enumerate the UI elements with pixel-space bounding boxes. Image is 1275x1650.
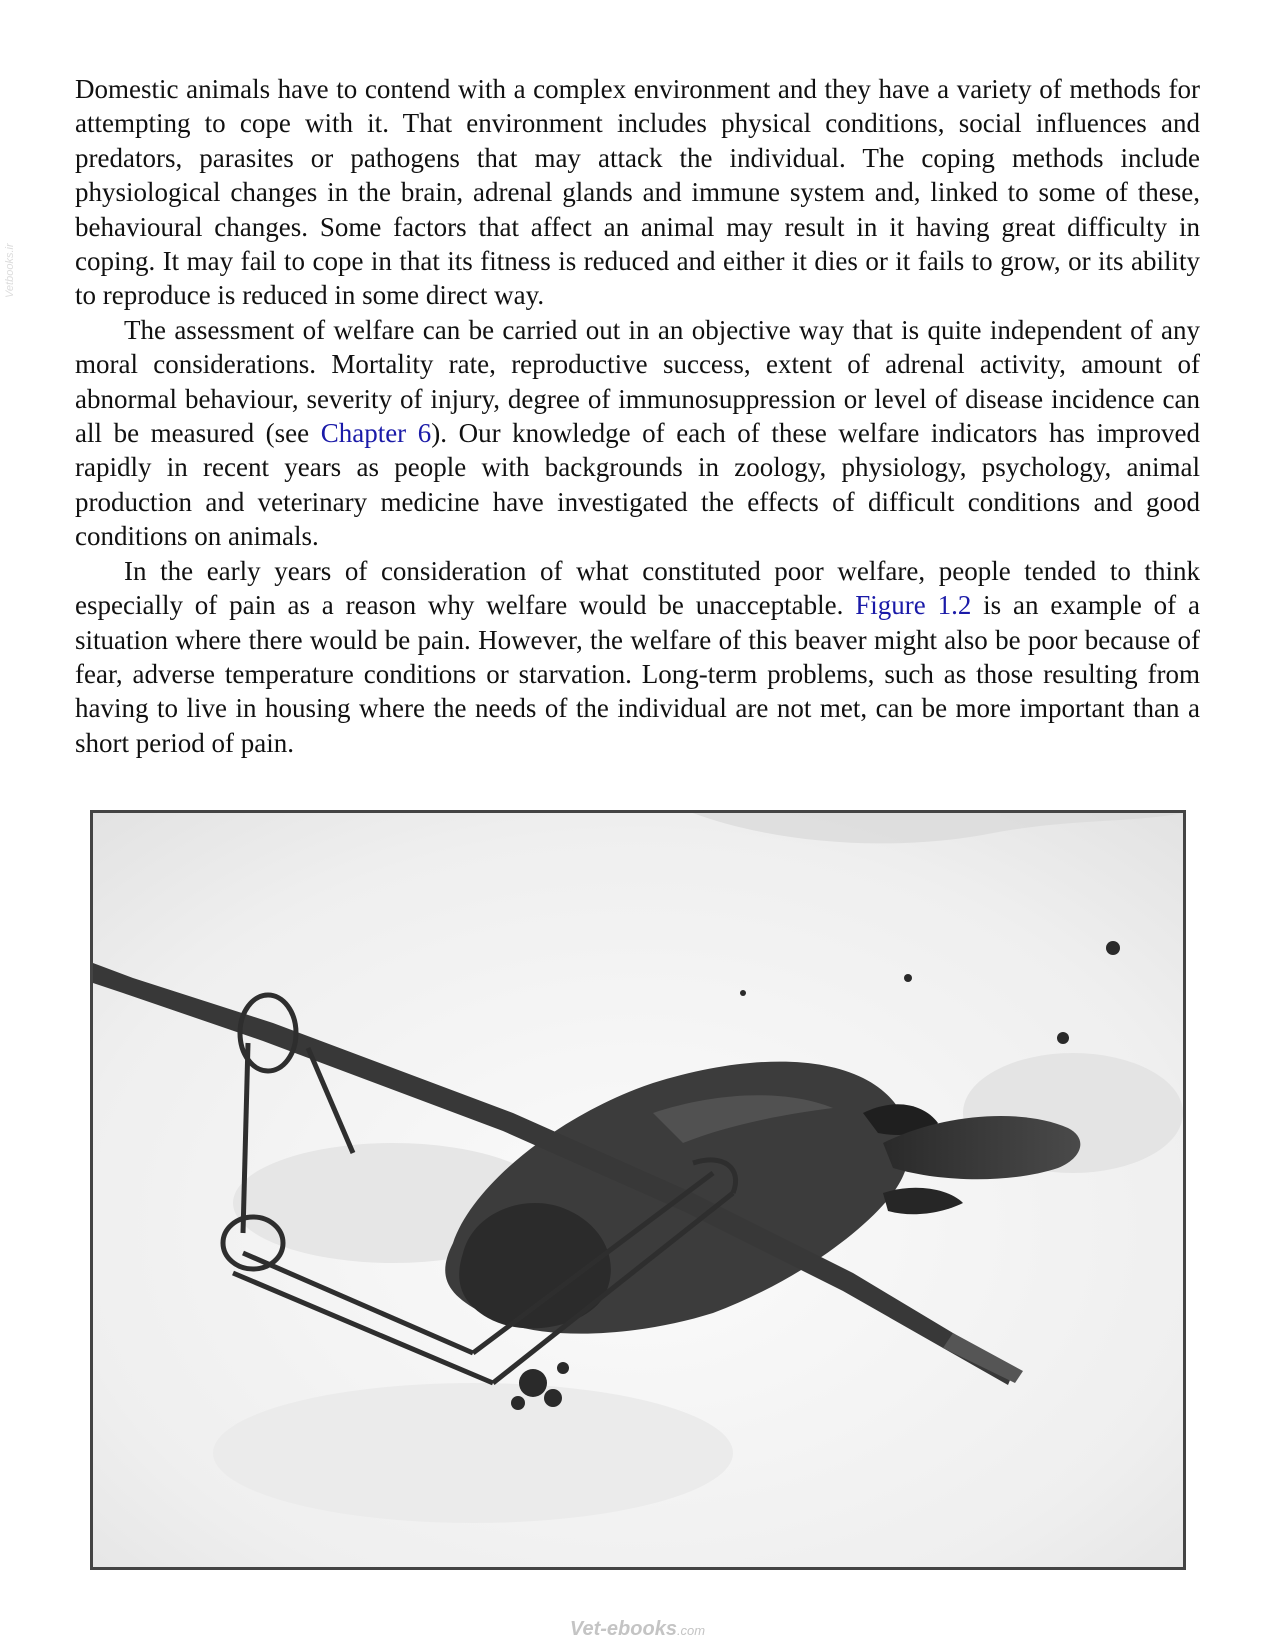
side-watermark xyxy=(2,228,20,300)
chapter-6-link[interactable]: Chapter 6 xyxy=(320,418,432,449)
paragraph-2-text-start: The assessment of welfare can be carried out in an objective way that is quite independent of any moral considerations. Mortality rate, reproductive success, extent of adrenal activity, amount of abnormal behaviour, severity of injury, degree of immunosuppression or level of disease incidence can all be measured (see xyxy=(75,314,1200,449)
paragraph-2-text-end: ). Our knowledge of each of these welfare indicators has improved rapidly in recent years as people with backgrounds in zoology, physiology, psychology, animal production and veterinary medicine have investigated the effects of difficult conditions and good conditions on animals. xyxy=(75,418,1200,552)
paragraph-3-text-start: In the early years of consideration of what constituted poor welfare, people tended to think especially of pain as a reason why welfare would be unacceptable. xyxy=(75,555,1200,621)
footer-logo-main: Vet-ebooks xyxy=(569,1618,677,1640)
snow-shadow-2 xyxy=(213,1383,733,1523)
beaver-trap-photo xyxy=(93,813,1183,1567)
figure-1-2-link[interactable]: Figure 1.2 xyxy=(855,590,972,621)
paragraph-2 xyxy=(75,313,1200,554)
footer-logo-suffix: .com xyxy=(676,1623,706,1638)
side-watermark-text: Vetbooks.ir xyxy=(4,243,16,298)
paragraph-3 xyxy=(75,554,1200,760)
body-text xyxy=(75,72,1200,760)
paragraph-1 xyxy=(75,72,1200,313)
footer-watermark-logo xyxy=(0,1618,1275,1641)
paragraph-3-text-end: is an example of a situation where there would be pain. However, the welfare of this beaver might also be poor because of fear, adverse temperature conditions or starvation. Long-term problems, such as those resulting from having to live in housing where the needs of the individual are not met, can be more important than a short period of pain. xyxy=(75,590,1200,758)
paragraph-1-text: Domestic animals have to contend with a complex environment and they have a variety of methods for attempting to cope with it. That environment includes physical conditions, social influences and predators, parasites or pathogens that may attack the individual. The coping methods include physiological changes in the brain, adrenal glands and immune system and, linked to some of these, behavioural changes. Some factors that affect an animal may result in it having great difficulty in coping. It may fail to cope in that its fitness is reduced and either it dies or it fails to grow, or its ability to reproduce is reduced in some direct way. xyxy=(75,74,1200,311)
figure-photo xyxy=(90,810,1186,1570)
